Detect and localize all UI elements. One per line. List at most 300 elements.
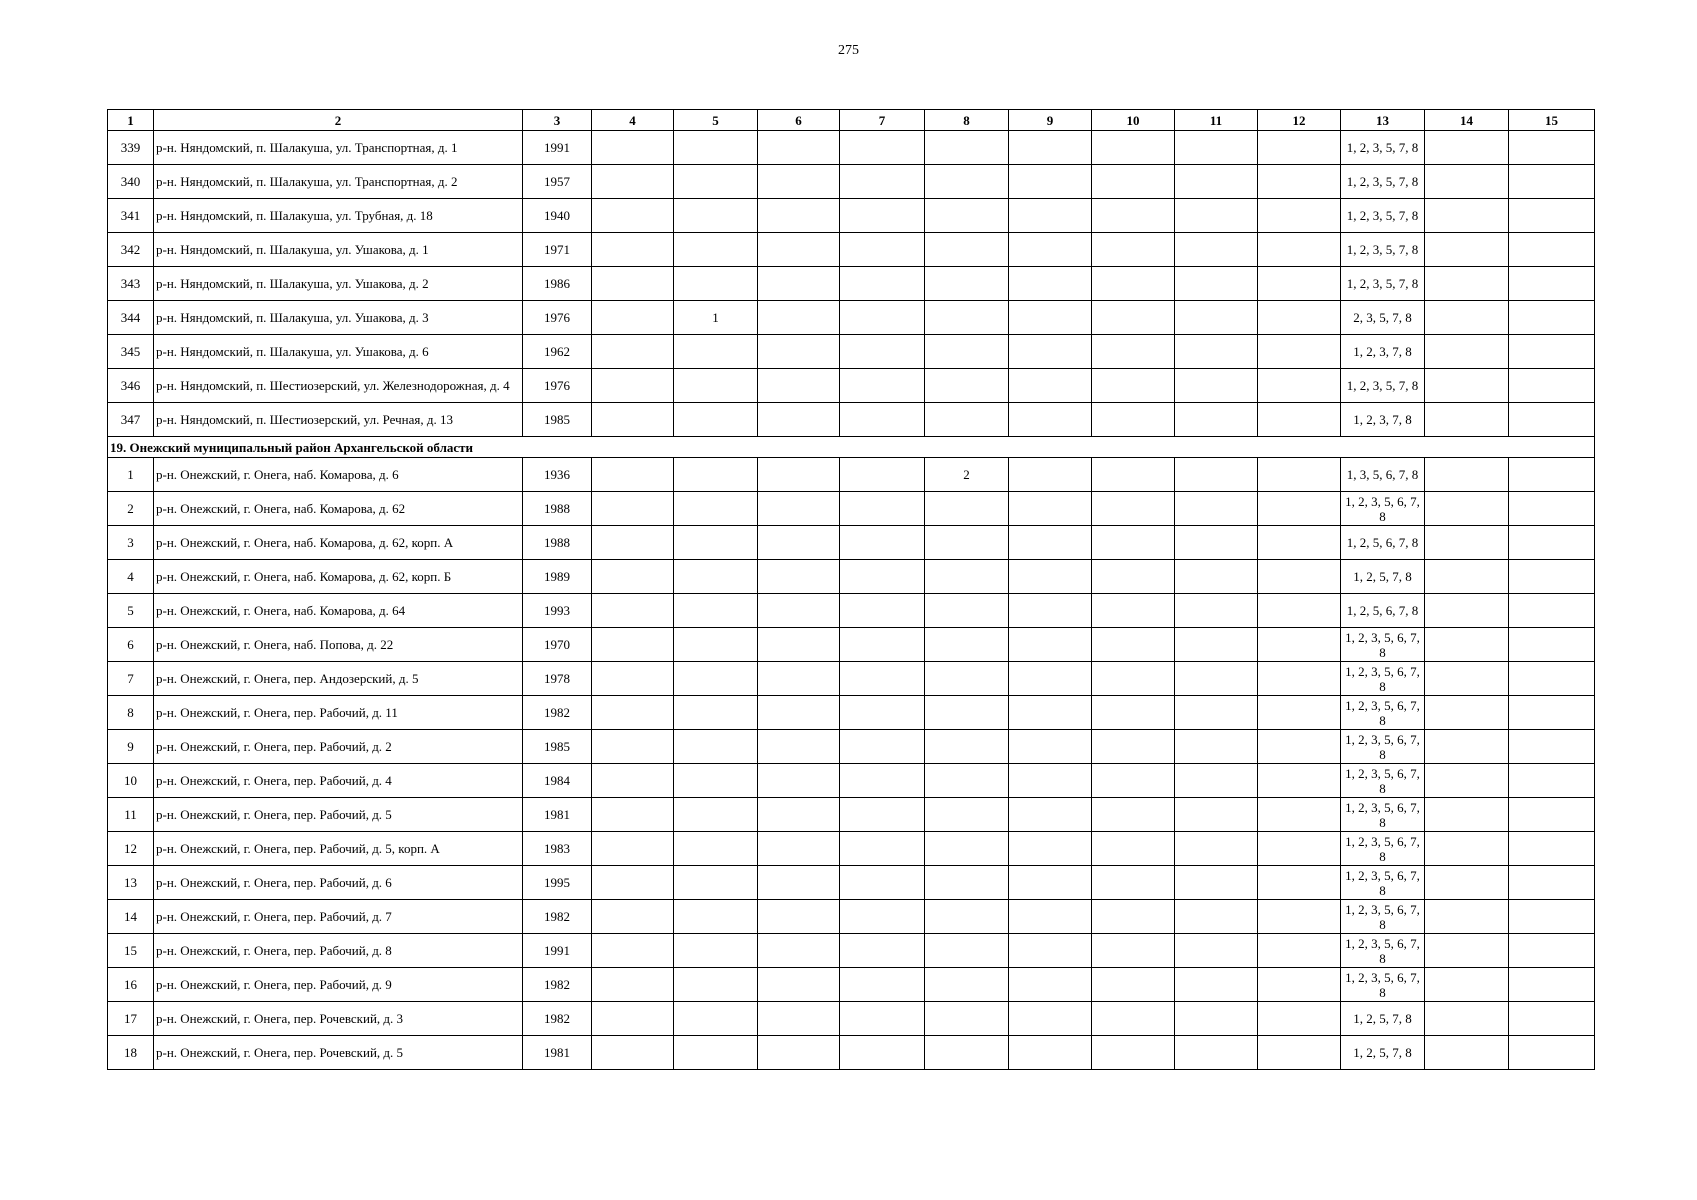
empty-cell — [840, 267, 925, 301]
empty-cell — [1175, 798, 1258, 832]
row-number: 8 — [108, 696, 154, 730]
row-number: 342 — [108, 233, 154, 267]
col-5-cell — [674, 165, 758, 199]
year-cell: 1981 — [523, 1036, 592, 1070]
empty-cell — [1009, 662, 1092, 696]
row-number: 340 — [108, 165, 154, 199]
col-8-cell — [925, 165, 1009, 199]
empty-cell — [1175, 662, 1258, 696]
empty-cell — [840, 131, 925, 165]
empty-cell — [1258, 369, 1341, 403]
col-13-cell: 1, 2, 3, 5, 7, 8 — [1341, 165, 1425, 199]
row-number: 3 — [108, 526, 154, 560]
empty-cell — [1009, 798, 1092, 832]
empty-cell — [1175, 866, 1258, 900]
year-cell: 1988 — [523, 526, 592, 560]
col-5-cell — [674, 1002, 758, 1036]
empty-cell — [1009, 968, 1092, 1002]
col-5-cell — [674, 900, 758, 934]
row-number: 347 — [108, 403, 154, 437]
empty-cell — [1258, 458, 1341, 492]
col-8-cell — [925, 526, 1009, 560]
col-8-cell — [925, 798, 1009, 832]
empty-cell — [1175, 560, 1258, 594]
empty-cell — [840, 403, 925, 437]
row-number: 17 — [108, 1002, 154, 1036]
address-cell: р-н. Онежский, г. Онега, пер. Рабочий, д. 5, корп. А — [154, 832, 523, 866]
column-header-14: 14 — [1425, 110, 1509, 131]
col-5-cell — [674, 403, 758, 437]
empty-cell — [1258, 233, 1341, 267]
empty-cell — [1425, 696, 1509, 730]
empty-cell — [1009, 492, 1092, 526]
empty-cell — [1258, 594, 1341, 628]
empty-cell — [1425, 165, 1509, 199]
empty-cell — [1092, 335, 1175, 369]
empty-cell — [840, 492, 925, 526]
empty-cell — [1425, 662, 1509, 696]
empty-cell — [1009, 934, 1092, 968]
col-5-cell — [674, 866, 758, 900]
table-row — [108, 131, 1595, 165]
address-cell: р-н. Онежский, г. Онега, пер. Рабочий, д. 8 — [154, 934, 523, 968]
empty-cell — [1092, 662, 1175, 696]
empty-cell — [1175, 301, 1258, 335]
empty-cell — [840, 866, 925, 900]
empty-cell — [1258, 730, 1341, 764]
empty-cell — [592, 968, 674, 1002]
col-5-cell — [674, 832, 758, 866]
empty-cell — [1509, 199, 1595, 233]
empty-cell — [840, 1036, 925, 1070]
empty-cell — [1258, 131, 1341, 165]
table-row — [108, 1036, 1595, 1070]
col-8-cell — [925, 199, 1009, 233]
col-5-cell — [674, 798, 758, 832]
year-cell: 1957 — [523, 165, 592, 199]
empty-cell — [592, 492, 674, 526]
empty-cell — [1175, 594, 1258, 628]
column-header-13: 13 — [1341, 110, 1425, 131]
col-5-cell — [674, 1036, 758, 1070]
year-cell: 1984 — [523, 764, 592, 798]
table-row — [108, 301, 1595, 335]
empty-cell — [1258, 764, 1341, 798]
table-row — [108, 798, 1595, 832]
column-header-1: 1 — [108, 110, 154, 131]
row-number: 343 — [108, 267, 154, 301]
empty-cell — [1425, 233, 1509, 267]
address-cell: р-н. Онежский, г. Онега, наб. Попова, д. 22 — [154, 628, 523, 662]
empty-cell — [1175, 900, 1258, 934]
empty-cell — [758, 1002, 840, 1036]
empty-cell — [1092, 526, 1175, 560]
empty-cell — [758, 335, 840, 369]
empty-cell — [592, 628, 674, 662]
table-row — [108, 335, 1595, 369]
empty-cell — [1175, 764, 1258, 798]
empty-cell — [758, 968, 840, 1002]
year-cell: 1985 — [523, 730, 592, 764]
row-number: 18 — [108, 1036, 154, 1070]
empty-cell — [1009, 526, 1092, 560]
empty-cell — [592, 301, 674, 335]
row-number: 9 — [108, 730, 154, 764]
empty-cell — [1009, 199, 1092, 233]
header-row — [108, 110, 1595, 131]
empty-cell — [1509, 335, 1595, 369]
empty-cell — [1175, 369, 1258, 403]
empty-cell — [1092, 866, 1175, 900]
year-cell: 1978 — [523, 662, 592, 696]
col-5-cell — [674, 968, 758, 1002]
col-13-cell: 1, 2, 5, 6, 7, 8 — [1341, 594, 1425, 628]
empty-cell — [592, 335, 674, 369]
empty-cell — [1092, 369, 1175, 403]
col-13-cell: 1, 2, 5, 6, 7, 8 — [1341, 526, 1425, 560]
empty-cell — [840, 560, 925, 594]
empty-cell — [758, 165, 840, 199]
empty-cell — [592, 267, 674, 301]
col-8-cell — [925, 764, 1009, 798]
column-header-3: 3 — [523, 110, 592, 131]
year-cell: 1982 — [523, 900, 592, 934]
col-8-cell — [925, 233, 1009, 267]
empty-cell — [1425, 866, 1509, 900]
empty-cell — [840, 233, 925, 267]
year-cell: 1982 — [523, 968, 592, 1002]
col-8-cell — [925, 131, 1009, 165]
empty-cell — [1509, 233, 1595, 267]
empty-cell — [1425, 730, 1509, 764]
col-5-cell — [674, 526, 758, 560]
empty-cell — [758, 403, 840, 437]
year-cell: 1983 — [523, 832, 592, 866]
empty-cell — [1258, 798, 1341, 832]
col-13-cell: 1, 2, 3, 7, 8 — [1341, 335, 1425, 369]
empty-cell — [1258, 301, 1341, 335]
column-header-12: 12 — [1258, 110, 1341, 131]
address-cell: р-н. Онежский, г. Онега, пер. Рабочий, д. 2 — [154, 730, 523, 764]
empty-cell — [1258, 526, 1341, 560]
col-5-cell — [674, 764, 758, 798]
empty-cell — [840, 730, 925, 764]
table-row — [108, 594, 1595, 628]
empty-cell — [1258, 1002, 1341, 1036]
empty-cell — [840, 301, 925, 335]
empty-cell — [1509, 866, 1595, 900]
empty-cell — [758, 934, 840, 968]
empty-cell — [1175, 267, 1258, 301]
address-cell: р-н. Онежский, г. Онега, наб. Комарова, д. 62 — [154, 492, 523, 526]
table-row — [108, 1002, 1595, 1036]
empty-cell — [758, 131, 840, 165]
empty-cell — [840, 1002, 925, 1036]
col-8-cell — [925, 934, 1009, 968]
empty-cell — [758, 628, 840, 662]
row-number: 345 — [108, 335, 154, 369]
col-13-cell: 1, 2, 3, 5, 6, 7, 8 — [1341, 492, 1425, 526]
table-row — [108, 866, 1595, 900]
year-cell: 1986 — [523, 267, 592, 301]
empty-cell — [840, 458, 925, 492]
col-13-cell: 1, 2, 3, 5, 6, 7, 8 — [1341, 730, 1425, 764]
year-cell: 1988 — [523, 492, 592, 526]
empty-cell — [1509, 662, 1595, 696]
col-8-cell — [925, 1002, 1009, 1036]
empty-cell — [1425, 934, 1509, 968]
table-row — [108, 764, 1595, 798]
table-row — [108, 165, 1595, 199]
empty-cell — [592, 832, 674, 866]
address-cell: р-н. Няндомский, п. Шалакуша, ул. Ушакова, д. 1 — [154, 233, 523, 267]
col-5-cell — [674, 267, 758, 301]
col-13-cell: 1, 2, 3, 7, 8 — [1341, 403, 1425, 437]
empty-cell — [1092, 1002, 1175, 1036]
row-number: 14 — [108, 900, 154, 934]
empty-cell — [1425, 832, 1509, 866]
empty-cell — [1258, 628, 1341, 662]
empty-cell — [1009, 1036, 1092, 1070]
row-number: 7 — [108, 662, 154, 696]
column-header-5: 5 — [674, 110, 758, 131]
empty-cell — [592, 866, 674, 900]
col-13-cell: 2, 3, 5, 7, 8 — [1341, 301, 1425, 335]
empty-cell — [1092, 764, 1175, 798]
empty-cell — [1258, 335, 1341, 369]
table-row — [108, 934, 1595, 968]
col-13-cell: 1, 2, 3, 5, 6, 7, 8 — [1341, 968, 1425, 1002]
year-cell: 1989 — [523, 560, 592, 594]
empty-cell — [758, 233, 840, 267]
empty-cell — [1092, 594, 1175, 628]
empty-cell — [1425, 301, 1509, 335]
address-cell: р-н. Онежский, г. Онега, пер. Андозерский, д. 5 — [154, 662, 523, 696]
col-13-cell: 1, 2, 5, 7, 8 — [1341, 1002, 1425, 1036]
empty-cell — [758, 267, 840, 301]
col-8-cell: 2 — [925, 458, 1009, 492]
year-cell: 1982 — [523, 696, 592, 730]
table-row — [108, 696, 1595, 730]
address-cell: р-н. Онежский, г. Онега, пер. Рабочий, д. 6 — [154, 866, 523, 900]
empty-cell — [758, 492, 840, 526]
col-8-cell — [925, 369, 1009, 403]
row-number: 344 — [108, 301, 154, 335]
empty-cell — [1175, 526, 1258, 560]
table-row — [108, 900, 1595, 934]
year-cell: 1962 — [523, 335, 592, 369]
empty-cell — [1509, 968, 1595, 1002]
col-8-cell — [925, 662, 1009, 696]
empty-cell — [1009, 458, 1092, 492]
col-8-cell — [925, 301, 1009, 335]
empty-cell — [592, 662, 674, 696]
row-number: 341 — [108, 199, 154, 233]
empty-cell — [1009, 131, 1092, 165]
col-8-cell — [925, 866, 1009, 900]
col-8-cell — [925, 900, 1009, 934]
empty-cell — [1509, 1036, 1595, 1070]
empty-cell — [1175, 730, 1258, 764]
row-number: 2 — [108, 492, 154, 526]
empty-cell — [1175, 696, 1258, 730]
empty-cell — [592, 403, 674, 437]
empty-cell — [1509, 764, 1595, 798]
empty-cell — [592, 199, 674, 233]
empty-cell — [1092, 267, 1175, 301]
row-number: 339 — [108, 131, 154, 165]
year-cell: 1976 — [523, 301, 592, 335]
empty-cell — [1425, 492, 1509, 526]
empty-cell — [758, 832, 840, 866]
empty-cell — [1175, 492, 1258, 526]
empty-cell — [592, 165, 674, 199]
table-row — [108, 199, 1595, 233]
empty-cell — [1425, 131, 1509, 165]
col-13-cell: 1, 2, 3, 5, 6, 7, 8 — [1341, 662, 1425, 696]
empty-cell — [1258, 267, 1341, 301]
year-cell: 1976 — [523, 369, 592, 403]
col-8-cell — [925, 594, 1009, 628]
col-8-cell — [925, 968, 1009, 1002]
empty-cell — [1509, 165, 1595, 199]
empty-cell — [840, 798, 925, 832]
empty-cell — [1509, 594, 1595, 628]
empty-cell — [840, 968, 925, 1002]
empty-cell — [1009, 335, 1092, 369]
empty-cell — [840, 764, 925, 798]
empty-cell — [1175, 628, 1258, 662]
year-cell: 1995 — [523, 866, 592, 900]
col-5-cell — [674, 131, 758, 165]
year-cell: 1940 — [523, 199, 592, 233]
empty-cell — [1425, 403, 1509, 437]
address-cell: р-н. Онежский, г. Онега, пер. Рочевский, д. 3 — [154, 1002, 523, 1036]
empty-cell — [1258, 662, 1341, 696]
col-13-cell: 1, 2, 3, 5, 6, 7, 8 — [1341, 900, 1425, 934]
empty-cell — [1258, 1036, 1341, 1070]
col-8-cell — [925, 267, 1009, 301]
empty-cell — [592, 369, 674, 403]
empty-cell — [1425, 560, 1509, 594]
empty-cell — [840, 696, 925, 730]
empty-cell — [1175, 335, 1258, 369]
empty-cell — [1009, 403, 1092, 437]
empty-cell — [1258, 900, 1341, 934]
address-cell: р-н. Онежский, г. Онега, наб. Комарова, д. 64 — [154, 594, 523, 628]
year-cell: 1971 — [523, 233, 592, 267]
col-8-cell — [925, 335, 1009, 369]
empty-cell — [1425, 199, 1509, 233]
empty-cell — [1092, 403, 1175, 437]
empty-cell — [1509, 301, 1595, 335]
empty-cell — [1092, 165, 1175, 199]
address-cell: р-н. Няндомский, п. Шестиозерский, ул. Железнодорожная, д. 4 — [154, 369, 523, 403]
col-13-cell: 1, 2, 5, 7, 8 — [1341, 560, 1425, 594]
col-5-cell — [674, 696, 758, 730]
empty-cell — [1092, 458, 1175, 492]
empty-cell — [1092, 730, 1175, 764]
col-8-cell — [925, 628, 1009, 662]
row-number: 11 — [108, 798, 154, 832]
empty-cell — [840, 335, 925, 369]
empty-cell — [592, 900, 674, 934]
column-header-11: 11 — [1175, 110, 1258, 131]
empty-cell — [1258, 199, 1341, 233]
section-row — [108, 437, 1595, 458]
year-cell: 1985 — [523, 403, 592, 437]
empty-cell — [840, 900, 925, 934]
empty-cell — [758, 900, 840, 934]
empty-cell — [1509, 832, 1595, 866]
empty-cell — [1258, 492, 1341, 526]
row-number: 13 — [108, 866, 154, 900]
empty-cell — [1509, 900, 1595, 934]
col-5-cell — [674, 730, 758, 764]
empty-cell — [1092, 696, 1175, 730]
empty-cell — [1509, 1002, 1595, 1036]
empty-cell — [840, 165, 925, 199]
row-number: 6 — [108, 628, 154, 662]
column-header-10: 10 — [1092, 110, 1175, 131]
empty-cell — [1258, 968, 1341, 1002]
address-cell: р-н. Онежский, г. Онега, пер. Рочевский, д. 5 — [154, 1036, 523, 1070]
empty-cell — [840, 594, 925, 628]
empty-cell — [1092, 301, 1175, 335]
empty-cell — [1009, 866, 1092, 900]
col-13-cell: 1, 2, 3, 5, 7, 8 — [1341, 267, 1425, 301]
year-cell: 1981 — [523, 798, 592, 832]
empty-cell — [1092, 199, 1175, 233]
address-cell: р-н. Няндомский, п. Шалакуша, ул. Трубная, д. 18 — [154, 199, 523, 233]
column-header-2: 2 — [154, 110, 523, 131]
col-5-cell — [674, 335, 758, 369]
row-number: 16 — [108, 968, 154, 1002]
empty-cell — [1509, 403, 1595, 437]
empty-cell — [1425, 267, 1509, 301]
year-cell: 1936 — [523, 458, 592, 492]
row-number: 12 — [108, 832, 154, 866]
col-13-cell: 1, 2, 3, 5, 6, 7, 8 — [1341, 832, 1425, 866]
row-number: 5 — [108, 594, 154, 628]
empty-cell — [592, 798, 674, 832]
year-cell: 1993 — [523, 594, 592, 628]
column-header-15: 15 — [1509, 110, 1595, 131]
col-8-cell — [925, 560, 1009, 594]
empty-cell — [1175, 458, 1258, 492]
empty-cell — [1425, 1002, 1509, 1036]
empty-cell — [758, 526, 840, 560]
empty-cell — [1009, 560, 1092, 594]
empty-cell — [1425, 1036, 1509, 1070]
empty-cell — [758, 696, 840, 730]
col-8-cell — [925, 696, 1009, 730]
empty-cell — [758, 730, 840, 764]
address-cell: р-н. Няндомский, п. Шалакуша, ул. Транспортная, д. 2 — [154, 165, 523, 199]
empty-cell — [1509, 560, 1595, 594]
year-cell: 1970 — [523, 628, 592, 662]
empty-cell — [1175, 233, 1258, 267]
empty-cell — [592, 594, 674, 628]
empty-cell — [1175, 1036, 1258, 1070]
col-8-cell — [925, 1036, 1009, 1070]
empty-cell — [1425, 764, 1509, 798]
empty-cell — [1258, 866, 1341, 900]
empty-cell — [758, 594, 840, 628]
empty-cell — [758, 866, 840, 900]
col-13-cell: 1, 2, 3, 5, 7, 8 — [1341, 131, 1425, 165]
empty-cell — [1092, 1036, 1175, 1070]
